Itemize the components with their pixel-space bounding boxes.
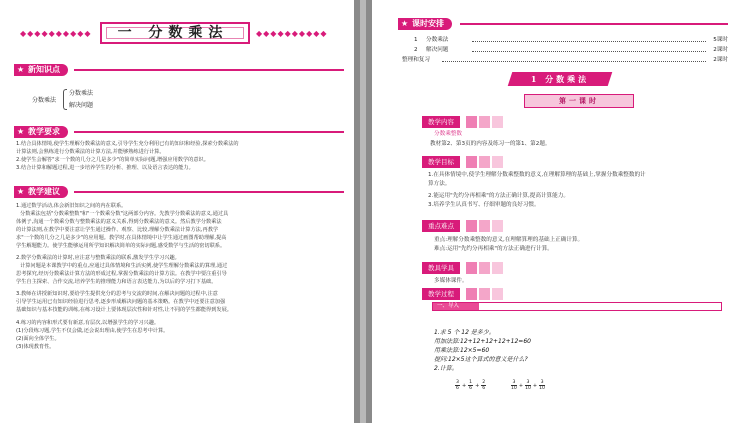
star-icon: ★: [401, 19, 409, 28]
tree-root: 分数乘法: [32, 97, 57, 104]
suggestion-line: 学生解题能力。使学生能够运用所学知识解决简单的实际问题,感受数学与生活的密切联系。: [16, 243, 226, 249]
section-title: 教学要求: [28, 127, 60, 136]
left-page: [0, 0, 354, 423]
fraction: $\frac{2}{6}$: [482, 380, 486, 391]
goal-line: 1.在具体情境中,使学生理解分数乘整数的意义,在理解算理的基础上,掌握分数乘整数的计: [428, 172, 646, 178]
suggestion-line: 1.通过数学活动,体会新旧知识之间的内在联系。: [16, 203, 127, 209]
goal-line: 算方法。: [428, 181, 451, 187]
decorative-diamonds-right: ◆◆◆◆◆◆◆◆◆◆: [256, 29, 328, 38]
tree-branch: 解决问题: [69, 102, 94, 109]
suggestion-line: 求"一个数的几分之几是多少"的应用题。教学时,在具体情境中让学生通过画图帮助理解,提高: [16, 235, 227, 241]
block-label: 教具学具: [422, 262, 460, 274]
block-key-points: [422, 220, 512, 232]
handwritten-line: 用乘法算:12×5=60: [434, 347, 490, 354]
block-content: [422, 116, 512, 128]
intro-label: 一、导入: [433, 303, 479, 310]
handwritten-line: 提问:12×5这个算式的意义是什么?: [434, 356, 528, 363]
block-label: 教学过程: [422, 288, 460, 300]
suggestion-line: 计算问题是本课教学中的重点,应通过具体情境和生活实例,使学生理解分数乘法的算理,通过: [20, 263, 228, 269]
intro-bar: [432, 302, 722, 311]
section-new-knowledge: [14, 64, 344, 76]
suggestion-line: 3.教师在讲授新知识时,要给学生提供充分的思考与交流的时间,在解决问题的过程中,注意: [16, 291, 218, 297]
block-label: 教学目标: [422, 156, 460, 168]
block-label: 重点难点: [422, 220, 460, 232]
suggestion-line: (3)体现教育性。: [16, 344, 55, 350]
block-process: [422, 288, 512, 300]
unit-banner: 1 分数乘法: [508, 72, 613, 86]
lesson-title: 第一课时: [524, 94, 634, 108]
handwritten-line: 2.计算。: [434, 365, 458, 372]
goal-line: 2.能运用"先约分再相乘"的方法正确计算,提高计算能力。: [428, 193, 569, 199]
fraction: $\frac{3}{10}$: [525, 380, 531, 391]
section-schedule: [398, 18, 728, 30]
block-label: 教学内容: [422, 116, 460, 128]
decorative-diamonds-left: ◆◆◆◆◆◆◆◆◆◆: [20, 29, 92, 38]
suggestion-line: 2.数学分数乘法的计算时,应注意与整数乘法的联系,激发学生学习兴趣。: [16, 255, 180, 261]
key-line: 重点:理解分数乘整数的意义,在理解算理的基础上正确计算。: [434, 237, 584, 243]
schedule-row: 整理和复习 2课时: [402, 57, 728, 63]
section-suggestions: [14, 186, 344, 198]
suggestion-line: (2)面向全体学生。: [16, 336, 60, 342]
fraction: $\frac{1}{6}$: [469, 380, 473, 391]
tree-branch: 分数乘法: [69, 90, 94, 97]
suggestion-line: 分数乘法包括"分数乘整数"和"一个数乘分数"这两部分内容。先教学分数乘法的意义,通过具: [20, 211, 229, 217]
requirement-line: 3.结合计算和解题过程,进一步培养学生的分析、推理、以及语言表达的能力。: [16, 165, 194, 171]
fraction: $\frac{3}{6}$: [456, 380, 459, 391]
fraction-sum-a: $\frac{3}{6}$ + $\frac{1}{6}$ + $\frac{2}{6}$: [456, 380, 486, 391]
fraction-sum-b: $\frac{3}{10}$ + $\frac{3}{10}$ + $\frac{3}{10}$: [511, 380, 545, 391]
chapter-title-band: [20, 20, 326, 46]
chapter-title: 一 分数乘法: [117, 25, 229, 41]
fraction: $\frac{3}{10}$: [511, 380, 517, 391]
tools-text: 多媒体课件。: [434, 278, 468, 284]
suggestion-line: 4.练习的内容和形式要有新意,有层次,以增强学生的学习兴趣。: [16, 320, 160, 326]
handwritten-line: 1.求 5 个 12 是多少。: [434, 329, 495, 336]
suggestion-line: 基础知识与基本技能的训练,在练习设计上要体现层次性和针对性,让不同的学生都能得到发展。: [16, 307, 232, 313]
handwritten-line: 用加法算:12+12+12+12+12=60: [434, 338, 531, 345]
star-icon: ★: [17, 187, 25, 196]
block-tools: [422, 262, 512, 274]
suggestion-line: (1)分段练习题,学生不仅会做,还会说出理由,使学生在思考中计算。: [16, 328, 169, 334]
section-title: 教学建议: [28, 187, 60, 196]
section-requirements: [14, 126, 344, 138]
suggestion-line: 的计算法则,在教学中要注意让学生通过操作、观察、比较,理解分数乘法计算方法,再教学: [16, 227, 219, 233]
fraction: $\frac{3}{10}$: [539, 380, 545, 391]
suggestion-line: 学生自主探索、合作交流,培养学生的推理能力和语言表达能力,为以后的学习打下基础。: [16, 279, 217, 285]
suggestion-line: 体例子,沟通一个数乘分数与整数乘法的意义关系,得到分数乘法的意义。然后教学分数乘法: [16, 219, 222, 225]
block-goals: [422, 156, 512, 168]
section-title: 新知识点: [28, 65, 60, 74]
page-gutter: [354, 0, 372, 423]
requirement-line: 1.结合具体情境,使学生理解分数乘法的意义,引导学生充分利用已有的知识和经验,探索分数乘法的: [16, 141, 239, 147]
suggestion-line: 思考探究,经历分数乘法计算方法的形成过程,掌握分数乘法的计算方法。在教学中要注重引导: [16, 271, 227, 277]
content-heading: 分数乘整数: [434, 131, 462, 137]
knowledge-tree: [32, 88, 152, 112]
brace-icon: [63, 89, 67, 110]
goal-line: 3.培养学生认真书写、仔细审题的良好习惯。: [428, 202, 540, 208]
schedule-row: 2 解决问题 2课时: [414, 47, 728, 53]
requirement-line: 计算法则,会熟练进行分数乘法的计算方法,并能够熟练进行计算。: [16, 149, 165, 155]
suggestion-line: 引导学生运用已有知识经验进行思考,逐步形成解决问题的基本策略。在教学中还要注意加强: [16, 299, 226, 305]
requirement-line: 2.使学生会解答"求一个数的几分之几是多少"的简单实际问题,增强应用数学的意识。: [16, 157, 209, 163]
star-icon: ★: [17, 127, 25, 136]
key-line: 难点:运用"先约分再相乘"的方法正确进行计算。: [434, 246, 553, 252]
schedule-row: 1 分数乘法 5课时: [414, 37, 728, 43]
content-text: 教材第2、第3页的内容及练习一的第1、第2题。: [430, 141, 551, 147]
section-title: 课时安排: [412, 19, 444, 28]
star-icon: ★: [17, 65, 25, 74]
right-page: [372, 0, 744, 423]
